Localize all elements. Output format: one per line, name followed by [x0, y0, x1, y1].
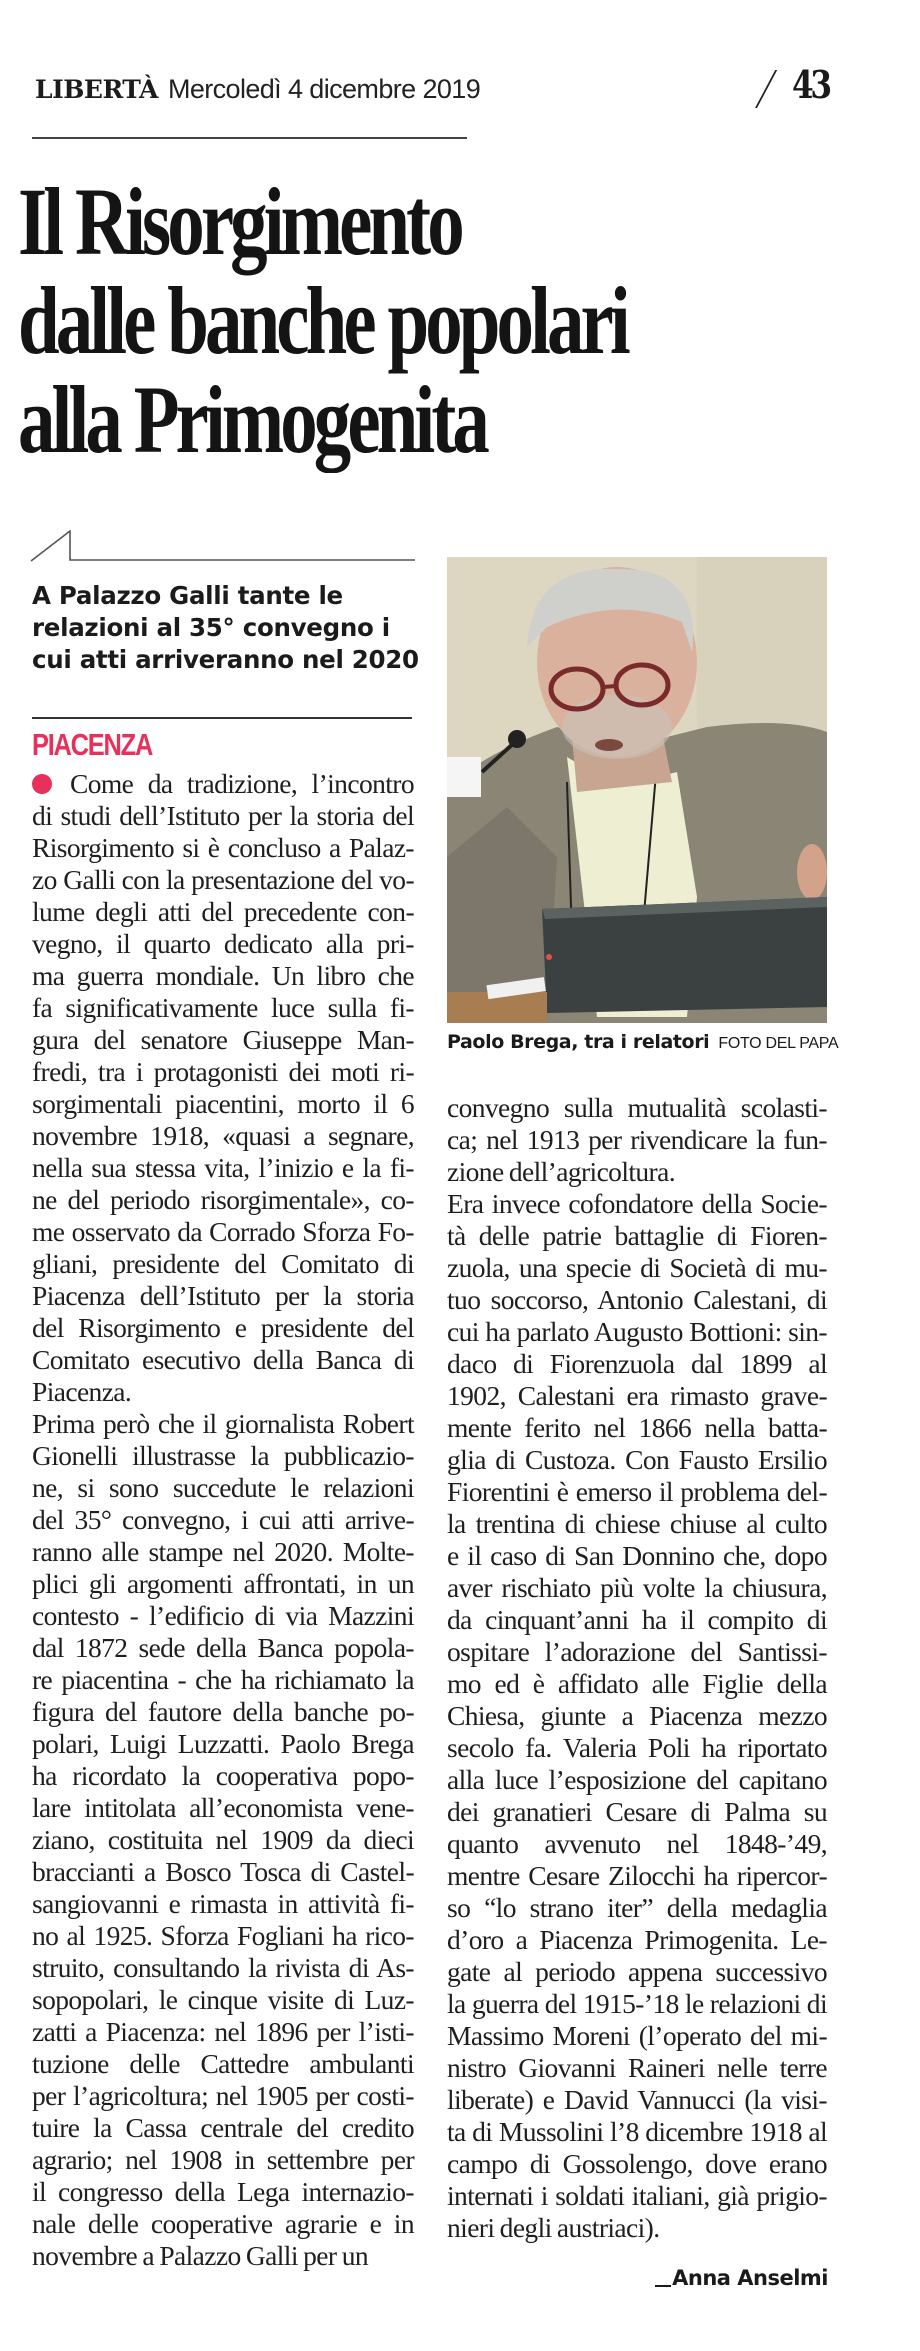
- body-text-line: d’oro a Piacenza Primogenita. Le-: [447, 1924, 827, 1955]
- body-text-line: mentre Cesare Zilocchi ha ripercor-: [447, 1860, 827, 1891]
- body-text-line: ca; nel 1913 per rivendicare la fun-: [447, 1124, 827, 1155]
- author-signature: [620, 2266, 828, 2290]
- body-text-line: zuola, una specie di Società di mu-: [447, 1252, 827, 1283]
- body-text-line: e il caso di San Donnino che, dopo: [447, 1540, 827, 1571]
- body-text-line: novembre 1918, «quasi a segnare,: [32, 1120, 414, 1151]
- body-text-line: Massimo Moreni (l’operato del mi-: [447, 2020, 827, 2051]
- body-text-line: fredi, tra i protagonisti dei moti ri-: [32, 1056, 414, 1087]
- body-text-line: aver rischiato più volte la chiusura,: [447, 1572, 827, 1603]
- header-rule: [32, 137, 467, 139]
- newspaper-brand: LIBERTÀ: [35, 75, 158, 104]
- angle-rule-icon: [30, 530, 415, 562]
- body-text-line: polari, Luigi Luzzatti. Paolo Brega: [32, 1728, 414, 1759]
- body-text-line: Chiesa, giunte a Piacenza mezzo: [447, 1700, 827, 1731]
- body-text-line: Piacenza.: [32, 1376, 132, 1407]
- body-text-line: Risorgimento si è concluso a Palaz-: [32, 832, 414, 863]
- caption-text: Paolo Brega, tra i relatori: [447, 1031, 710, 1053]
- body-text-line: re piacentina - che ha richiamato la: [32, 1664, 414, 1695]
- body-text-line: il congresso della Lega internazio-: [32, 2176, 414, 2207]
- lead-paragraph-start: [32, 768, 414, 800]
- body-text-line: ranno alle stampe nel 2020. Molte-: [32, 1536, 414, 1567]
- body-text-line: ha ricordato la cooperativa popo-: [32, 1760, 414, 1791]
- issue-date: Mercoledì 4 dicembre 2019: [167, 74, 481, 104]
- photo-credit: FOTO DEL PAPA: [718, 1035, 839, 1052]
- body-text-line: tuire la Cassa centrale del credito: [32, 2112, 414, 2143]
- subhead-line: A Palazzo Galli tante le: [32, 581, 343, 610]
- body-text-line: agrario; nel 1908 in settembre per: [32, 2144, 414, 2175]
- body-text-line: vegno, il quarto dedicato alla pri-: [32, 928, 414, 959]
- body-text-line: sorgimentali piacentini, morto il 6: [32, 1088, 414, 1119]
- body-text-line: Come da tradizione, l’incontro: [70, 768, 414, 799]
- page-number: [750, 62, 840, 118]
- body-text-line: ospitare l’adorazione del Santissi-: [447, 1636, 827, 1667]
- body-text-line: convegno sulla mutualità scolasti-: [447, 1092, 827, 1123]
- article-subheading: [32, 580, 422, 676]
- slash-divider-icon: [755, 70, 777, 108]
- body-text-line: tuo soccorso, Antonio Calestani, di: [447, 1284, 827, 1315]
- author-name: Anna Anselmi: [672, 2266, 828, 2290]
- body-text-line: dal 1872 sede della Banca popola-: [32, 1632, 414, 1663]
- body-text-line: Prima però che il giornalista Robert: [32, 1408, 414, 1439]
- body-text-line: la trentina di chiese chiuse al culto: [447, 1508, 827, 1539]
- body-text-line: braccianti a Bosco Tosca di Castel-: [32, 1856, 414, 1887]
- body-text-line: nale delle cooperative agrarie e in: [32, 2208, 414, 2239]
- body-text-line: novembre a Palazzo Galli per un: [32, 2240, 369, 2271]
- body-text-line: no al 1925. Sforza Fogliani ha rico-: [32, 1920, 414, 1951]
- body-text-line: sangiovanni e rimasta in attività fi-: [32, 1888, 414, 1919]
- body-text-line: liberate) e David Vannucci (la visi-: [447, 2084, 827, 2115]
- body-text-line: nella sua stessa vita, l’inizio e la fi-: [32, 1152, 414, 1183]
- body-text-line: cui ha parlato Augusto Bottioni: sin-: [447, 1316, 827, 1347]
- body-text-line: ne del periodo risorgimentale», co-: [32, 1184, 414, 1215]
- article-body-right-column: [447, 1092, 827, 2244]
- masthead: [35, 74, 480, 114]
- photo-caption: [447, 1027, 839, 1059]
- body-text-line: alla luce l’esposizione del capitano: [447, 1764, 827, 1795]
- body-text-line: so “lo strano iter” della medaglia: [447, 1892, 827, 1923]
- article-body-left-column: [32, 768, 414, 2272]
- body-text-line: tuzione delle Cattedre ambulanti: [32, 2048, 414, 2079]
- body-text-line: Era invece cofondatore della Socie-: [447, 1188, 827, 1219]
- body-text-line: zatti a Piacenza: nel 1896 per l’isti-: [32, 2016, 414, 2047]
- headline-line: dalle banche popolari: [18, 267, 627, 374]
- body-text-line: figura del fautore della banche po-: [32, 1696, 414, 1727]
- portrait-illustration-icon: [447, 557, 827, 1023]
- body-text-line: gura del senatore Giuseppe Man-: [32, 1024, 414, 1055]
- subhead-line: cui atti arriveranno nel 2020: [32, 645, 419, 674]
- body-text-line: ne, si sono succedute le relazioni: [32, 1472, 414, 1503]
- headline-line: Il Risorgimento: [18, 168, 461, 275]
- body-text-line: lare intitolata all’economista vene-: [32, 1792, 414, 1823]
- headline-line: alla Primogenita: [18, 366, 486, 473]
- body-text-line: da cinquant’anni ha il compito di: [447, 1604, 827, 1635]
- body-text-line: plici gli argomenti affrontati, in un: [32, 1568, 414, 1599]
- location-label: PIACENZA: [32, 727, 153, 762]
- body-text-line: internati i soldati italiani, già prigio-: [447, 2180, 827, 2211]
- body-text-line: del 35° convegno, i cui atti arrive-: [32, 1504, 414, 1535]
- body-text-line: 1902, Calestani era rimasto grave-: [447, 1380, 827, 1411]
- body-text-line: gliani, presidente del Comitato di: [32, 1248, 414, 1279]
- body-text-line: me osservato da Corrado Sforza Fo-: [32, 1216, 414, 1247]
- speaker-photo: [447, 557, 827, 1023]
- body-text-line: mo ed è affidato alle Figlie della: [447, 1668, 827, 1699]
- red-bullet-icon: [32, 774, 52, 794]
- body-text-line: tà delle patrie battaglie di Fioren-: [447, 1220, 827, 1251]
- body-text-line: del Risorgimento e presidente del: [32, 1312, 414, 1343]
- body-text-line: mente ferito nel 1866 nella batta-: [447, 1412, 827, 1443]
- body-text-line: secolo fa. Valeria Poli ha riportato: [447, 1732, 827, 1763]
- body-text-line: zione dell’agricoltura.: [447, 1156, 676, 1187]
- page-number-value: 43: [792, 62, 829, 107]
- body-text-line: nistro Giovanni Raineri nelle terre: [447, 2052, 827, 2083]
- subhead-rule: [32, 717, 412, 719]
- body-text-line: di studi dell’Istituto per la storia del: [32, 800, 414, 831]
- subhead-line: relazioni al 35° convegno i: [32, 613, 390, 642]
- body-text-line: la guerra del 1915-’18 le relazioni di: [447, 1988, 827, 2019]
- body-text-line: ma guerra mondiale. Un libro che: [32, 960, 414, 991]
- body-text-line: Comitato esecutivo della Banca di: [32, 1344, 414, 1375]
- body-text-line: Gionelli illustrasse la pubblicazio-: [32, 1440, 414, 1471]
- body-text-line: ta di Mussolini l’8 dicembre 1918 al: [447, 2116, 827, 2147]
- signature-dash-icon: [655, 2285, 671, 2287]
- body-text-line: Fiorentini è emerso il problema del-: [447, 1476, 827, 1507]
- body-text-line: dei granatieri Cesare di Palma su: [447, 1796, 827, 1827]
- body-text-line: contesto - l’edificio di via Mazzini: [32, 1600, 414, 1631]
- body-text-line: ziano, costituita nel 1909 da dieci: [32, 1824, 414, 1855]
- body-text-line: gate al periodo appena successivo: [447, 1956, 827, 1987]
- body-text-line: per l’agricoltura; nel 1905 per costi-: [32, 2080, 414, 2111]
- body-text-line: nieri degli austriaci).: [447, 2212, 660, 2243]
- body-text-line: zo Galli con la presentazione del vo-: [32, 864, 414, 895]
- body-text-line: lume degli atti del precedente con-: [32, 896, 414, 927]
- body-text-line: campo di Gossolengo, dove erano: [447, 2148, 827, 2179]
- body-text-line: daco di Fiorenzuola dal 1899 al: [447, 1348, 827, 1379]
- body-text-line: glia di Custoza. Con Fausto Ersilio: [447, 1444, 827, 1475]
- article-headline: [18, 168, 704, 473]
- body-text-line: Piacenza dell’Istituto per la storia: [32, 1280, 414, 1311]
- body-text-line: sopopolari, le cinque visite di Luz-: [32, 1984, 414, 2015]
- body-text-line: struito, consultando la rivista di As-: [32, 1952, 414, 1983]
- body-text-line: quanto avvenuto nel 1848-’49,: [447, 1828, 827, 1859]
- body-text-line: fa significativamente luce sulla fi-: [32, 992, 414, 1023]
